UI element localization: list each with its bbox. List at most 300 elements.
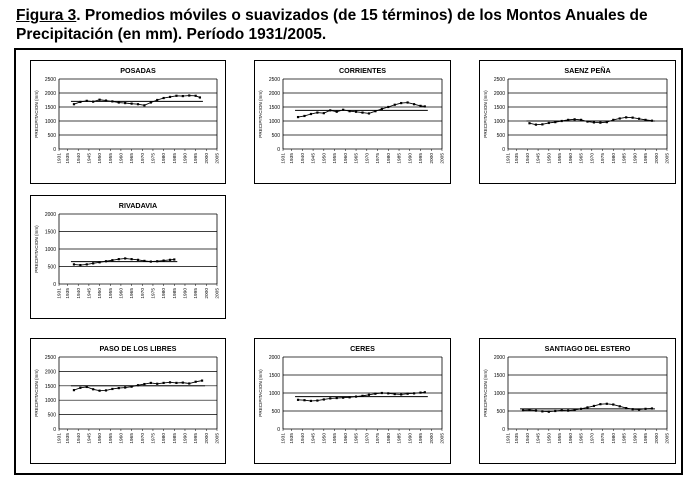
data-point (169, 259, 171, 261)
chart-corrientes (255, 61, 450, 183)
chart-ceres (255, 339, 450, 463)
data-point (535, 410, 537, 412)
data-point (548, 122, 550, 124)
x-tick-label: 1945 (536, 433, 542, 444)
x-tick-label: 1945 (536, 153, 542, 164)
y-tick-label: 2000 (268, 355, 280, 361)
data-point (137, 103, 139, 105)
data-point (303, 399, 305, 401)
y-tick-label: 0 (277, 427, 280, 433)
x-tick-label: 1965 (354, 433, 360, 444)
y-tick-label: 2000 (493, 355, 505, 361)
y-tick-label: 2000 (44, 212, 56, 218)
x-tick-label: 1985 (397, 153, 403, 164)
y-tick-label: 500 (496, 409, 505, 415)
data-point (541, 123, 543, 125)
x-tick-label: 1965 (130, 433, 136, 444)
y-tick-label: 1000 (44, 398, 56, 405)
y-tick-label: 2500 (268, 77, 280, 83)
data-point (632, 117, 634, 119)
data-point (316, 112, 318, 114)
data-point (651, 120, 653, 122)
data-point (651, 407, 653, 409)
x-tick-label: 1970 (140, 288, 146, 299)
y-axis-label: PRECIPITACION (mm) (258, 369, 263, 417)
x-tick-label: 1995 (644, 433, 650, 444)
x-tick-label: 1935 (66, 433, 72, 444)
chart-panel-corrientes (254, 60, 451, 184)
y-tick-label: 500 (47, 133, 56, 139)
data-point (625, 116, 627, 118)
data-point (323, 398, 325, 400)
data-point (387, 106, 389, 108)
data-point (424, 391, 426, 393)
x-tick-label: 2000 (654, 153, 660, 164)
chart-saenz-pena (480, 61, 675, 183)
data-point (554, 410, 556, 412)
data-point (143, 260, 145, 262)
x-tick-label: 1980 (611, 153, 617, 164)
x-tick-label: 1960 (568, 433, 574, 444)
series-line (298, 103, 425, 118)
data-point (98, 390, 100, 392)
x-tick-label: 1940 (300, 433, 306, 444)
x-tick-label: 2000 (654, 433, 660, 444)
chart-title: SANTIAGO DEL ESTERO (544, 344, 631, 353)
data-point (92, 101, 94, 103)
data-point (137, 259, 139, 261)
x-tick-label: 1980 (386, 153, 392, 164)
data-point (522, 409, 524, 411)
data-point (586, 406, 588, 408)
x-tick-label: 1935 (66, 153, 72, 164)
data-point (574, 118, 576, 120)
y-tick-label: 1500 (44, 105, 56, 111)
data-point (156, 383, 158, 385)
x-tick-label: 1931 (57, 433, 63, 444)
x-tick-label: 1990 (408, 433, 414, 444)
x-tick-label: 1990 (633, 433, 639, 444)
x-tick-label: 2005 (665, 433, 671, 444)
x-tick-label: 2005 (215, 153, 221, 164)
x-tick-label: 1955 (558, 153, 564, 164)
data-point (150, 101, 152, 103)
data-point (329, 397, 331, 399)
data-point (163, 382, 165, 384)
x-tick-label: 1965 (579, 153, 585, 164)
x-tick-label: 1980 (611, 433, 617, 444)
x-tick-label: 1965 (130, 153, 136, 164)
x-tick-label: 1960 (119, 433, 125, 444)
x-tick-label: 1970 (140, 153, 146, 164)
x-tick-label: 1935 (290, 433, 296, 444)
data-point (323, 112, 325, 114)
data-point (561, 409, 563, 411)
x-tick-label: 1990 (633, 153, 639, 164)
x-tick-label: 1935 (66, 288, 72, 299)
data-point (593, 405, 595, 407)
data-point (297, 399, 299, 401)
data-point (86, 263, 88, 265)
x-tick-label: 2005 (440, 153, 446, 164)
data-point (580, 119, 582, 121)
y-tick-label: 1000 (268, 391, 280, 397)
data-point (297, 116, 299, 118)
data-point (137, 384, 139, 386)
y-tick-label: 1000 (493, 119, 505, 125)
x-tick-label: 1975 (376, 433, 382, 444)
data-point (111, 388, 113, 390)
x-tick-label: 1931 (281, 433, 287, 444)
x-tick-label: 1955 (333, 433, 339, 444)
x-tick-label: 1945 (311, 153, 317, 164)
y-tick-label: 0 (502, 427, 505, 433)
data-point (199, 96, 201, 98)
x-tick-label: 1945 (87, 288, 93, 299)
chart-rivadavia (31, 196, 225, 318)
data-point (303, 115, 305, 117)
x-tick-label: 1940 (76, 288, 82, 299)
data-point (105, 389, 107, 391)
data-point (175, 382, 177, 384)
data-point (567, 410, 569, 412)
x-tick-label: 1950 (322, 153, 328, 164)
data-point (118, 101, 120, 103)
data-point (387, 392, 389, 394)
data-point (73, 103, 75, 105)
x-tick-label: 1985 (172, 433, 178, 444)
figure-label: Figura 3 (16, 7, 77, 24)
y-tick-label: 0 (277, 147, 280, 153)
y-axis-label: PRECIPITACION (mm) (34, 225, 39, 273)
data-point (644, 119, 646, 121)
x-tick-label: 1940 (525, 153, 531, 164)
x-tick-label: 2005 (440, 433, 446, 444)
x-tick-label: 1980 (386, 433, 392, 444)
data-point (342, 109, 344, 111)
chart-panel-ceres (254, 338, 451, 464)
x-tick-label: 1970 (140, 433, 146, 444)
data-point (118, 387, 120, 389)
x-tick-label: 1945 (87, 153, 93, 164)
x-tick-label: 2000 (429, 153, 435, 164)
x-tick-label: 1970 (365, 153, 371, 164)
y-tick-label: 500 (271, 133, 280, 139)
data-point (554, 121, 556, 123)
data-point (574, 409, 576, 411)
data-point (638, 118, 640, 120)
chart-title: SAENZ PEÑA (564, 66, 611, 75)
x-tick-label: 1945 (311, 433, 317, 444)
data-point (130, 386, 132, 388)
data-point (368, 394, 370, 396)
data-point (98, 261, 100, 263)
data-point (407, 393, 409, 395)
x-tick-label: 1940 (525, 433, 531, 444)
x-tick-label: 1995 (194, 288, 200, 299)
data-point (612, 119, 614, 121)
data-point (632, 408, 634, 410)
data-point (130, 103, 132, 105)
x-tick-label: 1955 (108, 288, 114, 299)
y-axis-label: PRECIPITACION (mm) (483, 369, 488, 417)
data-point (606, 121, 608, 123)
x-tick-label: 1935 (290, 153, 296, 164)
x-tick-label: 1990 (183, 153, 189, 164)
data-point (619, 405, 621, 407)
data-point (419, 105, 421, 107)
y-tick-label: 2000 (268, 91, 280, 97)
y-axis-label: PRECIPITACION (mm) (34, 90, 39, 138)
chart-panel-santiago-del-estero (479, 338, 676, 464)
data-point (86, 386, 88, 388)
figure-title (16, 6, 688, 44)
data-point (188, 382, 190, 384)
chart-title: RIVADAVIA (118, 201, 158, 210)
data-point (150, 261, 152, 263)
x-tick-label: 1950 (98, 433, 104, 444)
x-tick-label: 1970 (365, 433, 371, 444)
data-point (535, 124, 537, 126)
y-tick-label: 0 (53, 427, 56, 433)
data-point (163, 259, 165, 261)
data-point (79, 387, 81, 389)
x-tick-label: 2000 (204, 433, 210, 444)
data-point (374, 110, 376, 112)
chart-posadas (31, 61, 225, 183)
data-point (541, 410, 543, 412)
data-point (407, 101, 409, 103)
x-tick-label: 1940 (300, 153, 306, 164)
data-point (92, 388, 94, 390)
x-tick-label: 1995 (419, 433, 425, 444)
x-tick-label: 1960 (568, 153, 574, 164)
data-point (124, 257, 126, 259)
x-tick-label: 1965 (579, 433, 585, 444)
data-point (394, 104, 396, 106)
y-tick-label: 1000 (493, 391, 505, 397)
data-point (625, 407, 627, 409)
x-tick-label: 2000 (204, 288, 210, 299)
x-tick-label: 1960 (119, 153, 125, 164)
data-point (143, 104, 145, 106)
chart-title: POSADAS (120, 66, 156, 75)
chart-title: CERES (350, 344, 375, 353)
chart-title: PASO DE LOS LIBRES (99, 344, 177, 353)
data-point (336, 397, 338, 399)
x-tick-label: 1985 (172, 288, 178, 299)
data-point (105, 260, 107, 262)
y-tick-label: 2000 (44, 91, 56, 97)
x-tick-label: 1965 (354, 153, 360, 164)
x-tick-label: 2005 (215, 433, 221, 444)
x-tick-label: 1950 (322, 433, 328, 444)
data-point (195, 95, 197, 97)
data-point (349, 110, 351, 112)
y-tick-label: 1500 (44, 383, 56, 390)
y-tick-label: 1000 (44, 247, 56, 253)
y-tick-label: 2500 (493, 77, 505, 83)
data-point (361, 112, 363, 114)
data-point (182, 382, 184, 384)
y-tick-label: 1000 (268, 119, 280, 125)
data-point (424, 105, 426, 107)
x-tick-label: 1980 (162, 288, 168, 299)
x-tick-label: 1955 (108, 433, 114, 444)
data-point (173, 258, 175, 260)
x-tick-label: 1950 (98, 153, 104, 164)
data-point (548, 411, 550, 413)
data-point (528, 409, 530, 411)
x-tick-label: 1995 (194, 153, 200, 164)
data-point (394, 393, 396, 395)
x-tick-label: 1990 (408, 153, 414, 164)
x-tick-label: 1940 (76, 153, 82, 164)
data-point (124, 102, 126, 104)
data-point (612, 403, 614, 405)
data-point (156, 99, 158, 101)
data-point (111, 259, 113, 261)
data-point (400, 102, 402, 104)
y-tick-label: 500 (271, 409, 280, 415)
chart-santiago-del-estero (480, 339, 675, 463)
data-point (73, 263, 75, 265)
data-point (175, 95, 177, 97)
y-tick-label: 0 (53, 147, 56, 153)
x-tick-label: 1985 (622, 153, 628, 164)
data-point (111, 100, 113, 102)
chart-panel-saenz-pena (479, 60, 676, 184)
data-point (188, 94, 190, 96)
x-tick-label: 1950 (547, 153, 553, 164)
data-point (150, 382, 152, 384)
x-tick-label: 1931 (281, 153, 287, 164)
x-tick-label: 1955 (333, 153, 339, 164)
x-tick-label: 1975 (151, 153, 157, 164)
y-tick-label: 1500 (268, 373, 280, 379)
x-tick-label: 1940 (76, 433, 82, 444)
data-point (413, 392, 415, 394)
data-point (361, 395, 363, 397)
data-point (310, 113, 312, 115)
x-tick-label: 1945 (87, 433, 93, 444)
data-point (619, 117, 621, 119)
data-point (201, 380, 203, 382)
data-point (336, 111, 338, 113)
data-point (169, 96, 171, 98)
x-tick-label: 1950 (547, 433, 553, 444)
data-point (349, 396, 351, 398)
y-axis-label: PRECIPITACION (mm) (483, 90, 488, 138)
y-tick-label: 500 (496, 133, 505, 139)
chart-panel-posadas (30, 60, 226, 184)
y-tick-label: 0 (53, 282, 56, 288)
data-point (368, 112, 370, 114)
x-tick-label: 1975 (151, 433, 157, 444)
data-point (156, 260, 158, 262)
chart-title: CORRIENTES (338, 66, 387, 75)
x-tick-label: 1960 (343, 433, 349, 444)
data-point (143, 383, 145, 385)
x-tick-label: 1975 (151, 288, 157, 299)
data-point (374, 393, 376, 395)
data-point (79, 101, 81, 103)
data-point (599, 403, 601, 405)
data-point (586, 120, 588, 122)
x-tick-label: 1935 (515, 433, 521, 444)
chart-paso-de-los-libres (31, 339, 225, 463)
x-tick-label: 1931 (506, 433, 512, 444)
x-tick-label: 1995 (644, 153, 650, 164)
y-tick-label: 1500 (493, 373, 505, 379)
x-tick-label: 1990 (183, 288, 189, 299)
x-tick-label: 1935 (515, 153, 521, 164)
data-point (599, 122, 601, 124)
data-point (182, 95, 184, 97)
data-point (528, 122, 530, 124)
chart-panel-rivadavia (30, 195, 226, 319)
x-tick-label: 1960 (119, 288, 125, 299)
data-point (92, 262, 94, 264)
y-tick-label: 500 (47, 412, 56, 419)
y-tick-label: 500 (47, 264, 56, 271)
data-point (593, 121, 595, 123)
data-point (561, 120, 563, 122)
x-tick-label: 1975 (376, 153, 382, 164)
data-point (79, 264, 81, 266)
x-tick-label: 1975 (601, 153, 607, 164)
data-point (310, 400, 312, 402)
data-point (73, 389, 75, 391)
data-point (638, 408, 640, 410)
x-tick-label: 1931 (57, 288, 63, 299)
data-point (105, 99, 107, 101)
y-tick-label: 2500 (44, 355, 56, 361)
y-tick-label: 1500 (268, 105, 280, 111)
y-tick-label: 0 (502, 147, 505, 153)
x-tick-label: 1975 (601, 433, 607, 444)
y-tick-label: 2500 (44, 77, 56, 83)
x-tick-label: 1955 (558, 433, 564, 444)
data-point (98, 99, 100, 101)
x-tick-label: 1985 (622, 433, 628, 444)
x-tick-label: 1970 (590, 433, 596, 444)
data-point (316, 399, 318, 401)
figure-caption: . Promedios móviles o suavizados (de 15 términos) de los Montos Anuales de Precipitación (en mm). Período 1931/2005. (16, 7, 648, 43)
y-tick-label: 1500 (493, 105, 505, 111)
data-point (195, 381, 197, 383)
x-tick-label: 1985 (397, 433, 403, 444)
chart-panel-paso-de-los-libres (30, 338, 226, 464)
data-point (118, 258, 120, 260)
data-point (329, 109, 331, 111)
y-axis-label: PRECIPITACION (mm) (258, 90, 263, 138)
y-tick-label: 2000 (493, 91, 505, 97)
data-point (580, 408, 582, 410)
x-tick-label: 1965 (130, 288, 136, 299)
x-tick-label: 1931 (506, 153, 512, 164)
x-tick-label: 1970 (590, 153, 596, 164)
data-point (606, 403, 608, 405)
data-point (169, 381, 171, 383)
x-tick-label: 2005 (215, 288, 221, 299)
data-point (419, 392, 421, 394)
data-point (644, 408, 646, 410)
x-tick-label: 1985 (172, 153, 178, 164)
y-tick-label: 1500 (44, 229, 56, 236)
x-tick-label: 2000 (429, 433, 435, 444)
x-tick-label: 1950 (98, 288, 104, 299)
